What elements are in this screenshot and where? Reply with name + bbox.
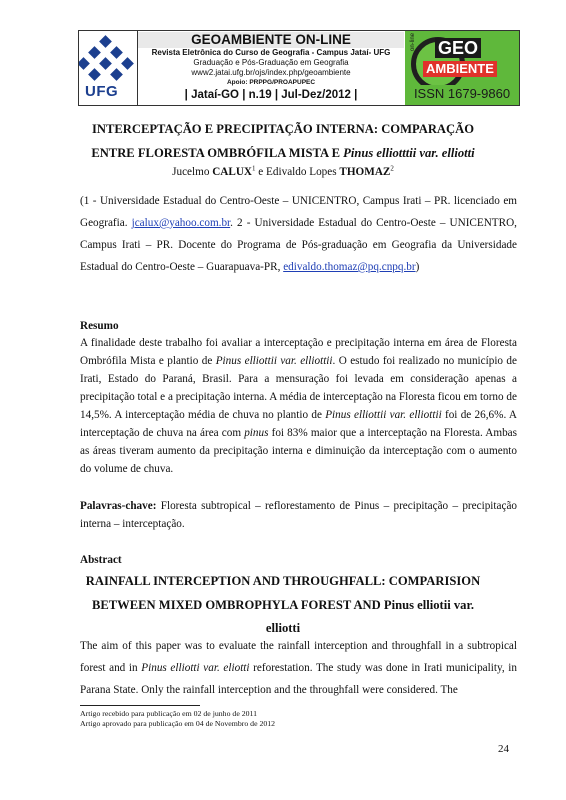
keywords-text: Floresta subtropical – reflorestamento de Pinus – precipitação – precipitação interna – interceptação. xyxy=(80,500,517,530)
email-link-2[interactable]: edivaldo.thomaz@pq.cnpq.br xyxy=(283,261,416,273)
footnote-2: Artigo aprovado para publicação em 04 de Novembro de 2012 xyxy=(80,719,276,728)
journal-support: Apoio: PRPPG/PROAPUPEC xyxy=(226,79,316,86)
geo-online-label: on-line xyxy=(410,32,416,51)
ufg-logo xyxy=(79,31,138,105)
abstract-text2: reforestation. The study was done in Irati municipality, in Parana State. Only the rainfall interception and the throughfall were considered. The xyxy=(80,662,517,696)
resumo-heading: Resumo xyxy=(80,320,119,332)
author2-last: THOMAZ xyxy=(339,166,391,178)
resumo-species2: Pinus elliottii var. elliottii xyxy=(325,409,442,421)
article-title-line2 xyxy=(0,144,566,162)
author-joiner: e Edivaldo Lopes xyxy=(255,166,340,178)
author1-sup: 1 xyxy=(252,164,256,173)
resumo-text3: foi de 26,6%. A interceptação de chuva na área com xyxy=(80,409,517,439)
article-title-line1: INTERCEPTAÇÃO E PRECIPITAÇÃO INTERNA: COMPARAÇÃO xyxy=(91,122,475,136)
footnote-divider xyxy=(80,705,200,706)
authors xyxy=(0,163,566,181)
abstract-title-line3: elliotti xyxy=(265,621,301,635)
abstract-body xyxy=(80,635,517,701)
title-species: Pinus elliotttii var. elliotti xyxy=(343,146,475,160)
issn: ISSN 1679-9860 xyxy=(405,85,519,103)
abstract-text1: The aim of this paper was to evaluate the rainfall interception and throughfall in a subtropical forest and in xyxy=(80,640,517,674)
affiliation xyxy=(80,190,517,278)
geoambiente-logo xyxy=(405,31,519,105)
email-link-1[interactable]: jcalux@yahoo.com.br xyxy=(131,217,231,229)
journal-program: Graduação e Pós-Graduação em Geografia xyxy=(193,58,349,67)
resumo-body xyxy=(80,334,517,478)
affiliation-text1: (1 - Universidade Estadual do Centro-Oeste – UNICENTRO, Campus Irati – PR. licenciado em Geografia. xyxy=(80,195,517,229)
journal-subtitle: Revista Eletrônica do Curso de Geografia - Campus Jataí- UFG xyxy=(151,48,391,57)
geo-word: GEO xyxy=(435,38,481,58)
abstract-title-line1: RAINFALL INTERCEPTION AND THROUGHFALL: COMPARISION xyxy=(85,574,481,588)
author1-last: CALUX xyxy=(212,166,252,178)
geo-ambiente-word: AMBIENTE xyxy=(423,61,497,77)
keywords xyxy=(80,497,517,533)
affiliation-text2: . 2 - Universidade Estadual do Centro-Oeste – UNICENTRO, Campus Irati – PR. Docente do Programa de Pós-graduação em Geografia da Universidade Estadual do Centro-Oeste – Guarapuava-PR, xyxy=(80,217,517,273)
abstract-species: Pinus elliotti var. eliotti xyxy=(141,662,250,674)
journal-issue: | Jataí-GO | n.19 | Jul-Dez/2012 | xyxy=(184,89,358,101)
author1-first: Jucelmo xyxy=(172,166,213,178)
header-center xyxy=(138,31,404,105)
ufg-label: UFG xyxy=(85,83,119,100)
keywords-label: Palavras-chave: xyxy=(80,500,157,512)
resumo-text2: . O estudo foi realizado no município de Irati, Estado do Paraná, Brasil. Para a mensuração foi levada em consideração apenas a precipitação total e a precipitação interna. A média de interceptação na Floresta ficou em torno de 14,5%. A interceptação média de chuva no plantio de xyxy=(80,355,517,421)
footnote-1: Artigo recebido para publicação em 02 de junho de 2011 xyxy=(80,709,258,718)
abstract-title-line2: BETWEEN MIXED OMBROPHYLA FOREST AND Pinus elliotii var. xyxy=(91,598,475,612)
abstract-heading: Abstract xyxy=(80,554,122,566)
title-text: ENTRE FLORESTA OMBRÓFILA MISTA E xyxy=(91,146,344,160)
page-number: 24 xyxy=(498,743,509,755)
journal-title: GEOAMBIENTE ON-LINE xyxy=(138,32,404,48)
journal-url: www2.jatai.ufg.br/ojs/index.php/geoambiente xyxy=(191,68,351,77)
resumo-text1: A finalidade deste trabalho foi avaliar a interceptação e precipitação interna em área de Floresta Ombrófila Mista e plantio de xyxy=(80,337,517,367)
ufg-logo-mark-icon xyxy=(79,31,137,83)
resumo-text4: foi 83% maior que a interceptação na Floresta. Ambas as áreas tiveram aumento da precipitação interna e diminuição da interceptação com o aumento do volume de chuva. xyxy=(80,427,517,475)
journal-header xyxy=(78,30,520,106)
author2-sup: 2 xyxy=(390,164,394,173)
resumo-species1: Pinus elliottii var. elliottii xyxy=(215,355,333,367)
affiliation-text3: ) xyxy=(415,261,420,273)
resumo-pinus: pinus xyxy=(244,427,269,439)
